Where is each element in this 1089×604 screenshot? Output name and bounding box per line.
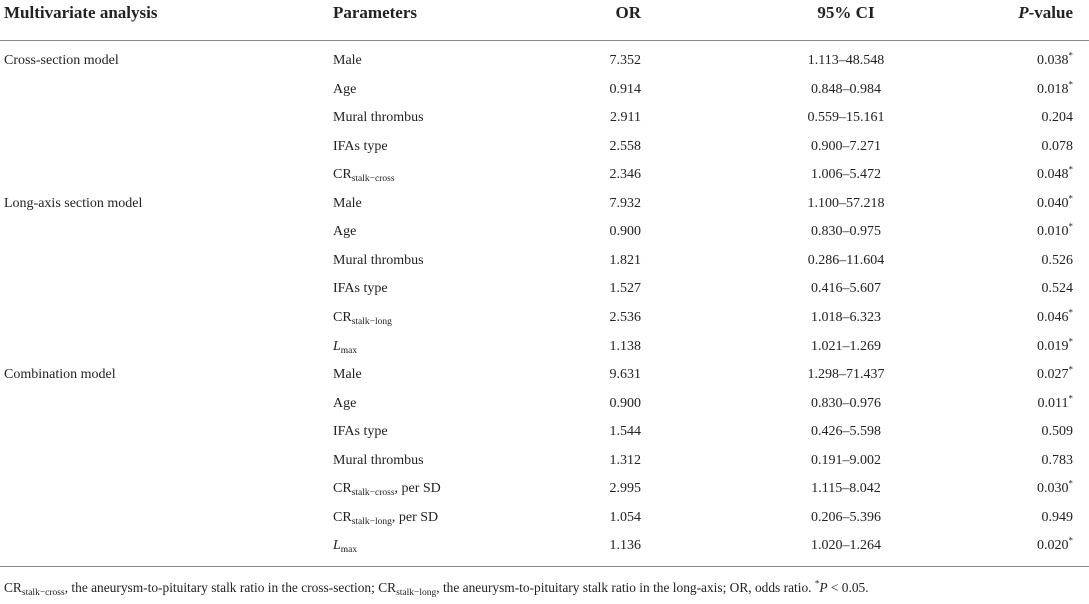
- table-row: [0, 105, 1089, 133]
- table-row: [0, 334, 1089, 362]
- header-rule: [0, 40, 1089, 41]
- significance-mark: *: [1068, 193, 1073, 204]
- significance-mark: *: [1068, 392, 1073, 403]
- or-cell: 1.527: [609, 281, 641, 297]
- p-value-cell: 0.020*: [1037, 535, 1073, 554]
- significance-mark: *: [1068, 221, 1073, 232]
- ci-cell: 1.018–6.323: [811, 309, 881, 325]
- or-cell: 7.932: [609, 195, 641, 211]
- p-value-cell: 0.018*: [1037, 78, 1073, 97]
- header-group: Multivariate analysis: [4, 3, 158, 22]
- or-cell: 0.914: [609, 81, 641, 97]
- significance-mark: *: [1068, 364, 1073, 375]
- parameter-cell: Mural thrombus: [333, 252, 424, 268]
- significance-mark: *: [1068, 478, 1073, 489]
- ci-cell: 1.298–71.437: [807, 367, 885, 383]
- p-value-cell: 0.019*: [1037, 335, 1073, 354]
- table-row: [0, 191, 1089, 219]
- p-value-cell: 0.524: [1041, 281, 1073, 297]
- p-value-cell: 0.949: [1041, 509, 1073, 525]
- parameter-cell: $L_{max}$: [333, 538, 358, 556]
- model-name: Long-axis section model: [4, 195, 143, 211]
- ci-cell: 1.006–5.472: [811, 167, 881, 183]
- p-value-cell: 0.078: [1041, 138, 1073, 154]
- p-value-cell: 0.011*: [1037, 392, 1073, 411]
- p-value-cell: 0.010*: [1037, 221, 1073, 240]
- parameter-cell: Male: [333, 367, 362, 383]
- or-cell: 1.136: [609, 538, 641, 554]
- parameter-cell: Age: [333, 395, 357, 411]
- significance-mark: *: [1068, 335, 1073, 346]
- significance-mark: *: [1068, 307, 1073, 318]
- table-row: [0, 419, 1089, 447]
- or-cell: 7.352: [609, 53, 641, 68]
- p-value-cell: 0.030*: [1037, 478, 1073, 497]
- ci-cell: 1.100–57.218: [807, 195, 885, 211]
- or-cell: 1.312: [609, 452, 641, 468]
- ci-cell: 0.206–5.396: [811, 509, 881, 525]
- p-value-cell: 0.048*: [1037, 164, 1073, 183]
- or-cell: 1.544: [609, 424, 641, 440]
- table-row: [0, 276, 1089, 304]
- table-row: [0, 391, 1089, 419]
- parameter-cell: $CR_{stalk-long}$: [333, 309, 392, 327]
- header-or: OR: [615, 3, 641, 22]
- header-p-value: P-value: [1018, 3, 1073, 22]
- or-cell: 1.138: [609, 338, 641, 354]
- parameter-cell: Mural thrombus: [333, 110, 424, 126]
- table-row: [0, 134, 1089, 162]
- parameter-cell: Male: [333, 53, 362, 68]
- table-row: [0, 533, 1089, 561]
- significance-mark: *: [1068, 50, 1073, 61]
- p-value-cell: 0.509: [1041, 424, 1073, 440]
- parameter-cell: Mural thrombus: [333, 452, 424, 468]
- significance-mark: *: [1068, 164, 1073, 175]
- parameter-cell: IFAs type: [333, 424, 388, 440]
- or-cell: 1.821: [609, 252, 641, 268]
- ci-cell: 0.286–11.604: [807, 252, 885, 268]
- ci-cell: 1.020–1.264: [811, 538, 881, 554]
- or-cell: 9.631: [609, 367, 641, 383]
- table-row: [0, 162, 1089, 190]
- ci-cell: 0.416–5.607: [811, 281, 881, 297]
- or-cell: 0.900: [609, 395, 641, 411]
- or-cell: 0.900: [609, 224, 641, 240]
- footnote: $CR_{stalk-cross}$, the aneurysm-to-pituitary stalk ratio in the cross-section; $CR_{stalk-long}$, the aneurysm-to-pituitary stalk ratio in the long-axis; OR, odds ratio. *P < 0.05.: [4, 578, 869, 598]
- ci-cell: 0.559–15.161: [807, 110, 885, 126]
- model-name: Combination model: [4, 367, 116, 383]
- or-cell: 2.558: [609, 138, 641, 154]
- parameter-cell: IFAs type: [333, 281, 388, 297]
- ci-cell: 1.115–8.042: [811, 481, 881, 497]
- p-value-cell: 0.046*: [1037, 307, 1073, 325]
- parameter-cell: $CR_{stalk-cross}$: [333, 167, 395, 185]
- p-value-cell: 0.783: [1041, 452, 1073, 468]
- p-value-cell: 0.204: [1041, 110, 1073, 126]
- or-cell: 2.995: [609, 481, 641, 497]
- model-name: Cross-section model: [4, 53, 119, 68]
- header-parameters: Parameters: [333, 3, 418, 22]
- p-value-cell: 0.040*: [1037, 193, 1073, 211]
- p-value-cell: 0.038*: [1037, 50, 1073, 68]
- table-row: [0, 248, 1089, 276]
- table-row: [0, 362, 1089, 390]
- significance-mark: *: [1068, 78, 1073, 89]
- table-row: [0, 219, 1089, 247]
- parameter-cell: $CR_{stalk-long}$, per SD: [333, 509, 439, 527]
- or-cell: 2.346: [609, 167, 641, 183]
- or-cell: 1.054: [609, 509, 641, 525]
- parameter-cell: Male: [333, 195, 362, 211]
- or-cell: 2.536: [609, 309, 641, 325]
- parameter-cell: $CR_{stalk-cross}$, per SD: [333, 481, 441, 499]
- p-value-cell: 0.526: [1041, 252, 1073, 268]
- ci-cell: 0.848–0.984: [811, 81, 881, 97]
- table-header: [0, 0, 1089, 40]
- table-row: [0, 505, 1089, 533]
- or-cell: 2.911: [610, 110, 641, 126]
- table-row: [0, 476, 1089, 504]
- table-row: [0, 448, 1089, 476]
- parameter-cell: $L_{max}$: [333, 338, 358, 356]
- table-row: [0, 77, 1089, 105]
- ci-cell: 1.113–48.548: [807, 53, 885, 68]
- header-ci: 95% CI: [817, 3, 875, 22]
- table-row: [0, 305, 1089, 333]
- ci-cell: 0.191–9.002: [811, 452, 881, 468]
- table-row: [0, 48, 1089, 76]
- ci-cell: 0.830–0.975: [811, 224, 881, 240]
- bottom-rule: [0, 566, 1089, 567]
- ci-cell: 1.021–1.269: [811, 338, 881, 354]
- ci-cell: 0.830–0.976: [811, 395, 881, 411]
- ci-cell: 0.426–5.598: [811, 424, 881, 440]
- parameter-cell: Age: [333, 81, 357, 97]
- parameter-cell: Age: [333, 224, 357, 240]
- p-value-cell: 0.027*: [1037, 364, 1073, 383]
- ci-cell: 0.900–7.271: [811, 138, 881, 154]
- parameter-cell: IFAs type: [333, 138, 388, 154]
- significance-mark: *: [1068, 535, 1073, 546]
